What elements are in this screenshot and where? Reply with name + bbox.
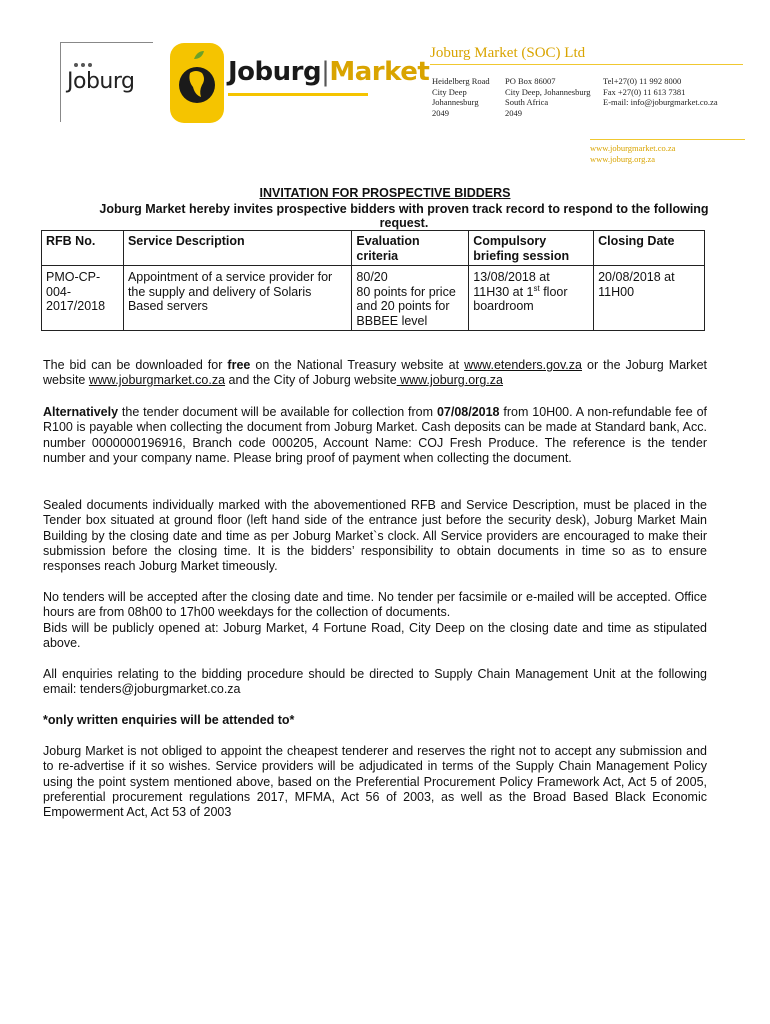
alternative-collection-paragraph: [43, 405, 707, 466]
no-late-tenders-block: [43, 590, 707, 651]
evaluation-points: 80 points for price and 20 points for BBBEE level: [356, 284, 456, 328]
website-link[interactable]: www.joburg.org.za: [590, 153, 655, 164]
alternative-text: from 10H00. A non-refundable fee of R100 is payable when collecting the document from Joburg Market. Cash deposits can be made at Standard bank, Acc. number 0000000196916, Branch code 000205, Account Name: COJ Fresh Produce. The reference is the tender number and your company name. Please bring proof of payment when collecting the document.: [43, 405, 707, 465]
company-name: Joburg Market (SOC) Ltd: [430, 45, 586, 61]
alternatively-emphasis: Alternatively: [43, 405, 119, 419]
header-closing-date: Closing Date: [594, 231, 705, 266]
download-text: on the National Treasury website at: [250, 358, 465, 372]
briefing-floor-text: floor: [539, 284, 568, 299]
websites-rule: [590, 139, 745, 140]
postal-address: [505, 76, 591, 118]
joburg-org-link[interactable]: www.joburg.org.za: [396, 373, 503, 388]
joburg-city-logo: [60, 42, 153, 122]
cell-evaluation-criteria: [352, 266, 469, 331]
cell-service-description: Appointment of a service provider for the supply and delivery of Solaris Based servers: [123, 266, 351, 331]
free-emphasis: free: [227, 358, 251, 372]
wordmark-underline: [228, 93, 368, 96]
bids-opened-text: Bids will be publicly opened at: Joburg Market, 4 Fortune Road, City Deep on the closing date and time as stipulated above.: [43, 620, 707, 650]
address-line: PO Box 86007: [505, 76, 556, 86]
address-line: 2049: [505, 107, 522, 118]
no-tenders-text: No tenders will be accepted after the closing date and time. No tender per facsimile or e-mailed will be accepted. Office hours are from 08h00 to 17h00 weekdays for the collection of documents.: [43, 590, 707, 620]
download-text: or the Joburg Market website: [43, 358, 707, 388]
address-line: 2049: [432, 107, 449, 118]
download-paragraph: [43, 358, 707, 389]
evaluation-ratio: 80/20: [356, 270, 388, 284]
cell-rfb-no: [42, 266, 124, 331]
rfb-table: [41, 230, 705, 331]
header-service-description: Service Description: [123, 231, 351, 266]
logo-dots-icon: [73, 61, 93, 69]
address-line: South Africa: [505, 97, 549, 107]
joburg-market-logo: [170, 43, 430, 123]
market-badge-icon: [170, 43, 224, 123]
briefing-time-text: 11H30 at 1: [473, 284, 534, 299]
briefing-time: [473, 285, 589, 300]
document-heading: INVITATION FOR PROSPECTIVE BIDDERS: [259, 186, 511, 200]
address-line: City Deep: [432, 86, 467, 97]
joburgmarket-link[interactable]: www.joburgmarket.co.za: [88, 373, 226, 388]
briefing-venue: boardroom: [473, 299, 534, 313]
address-line: City Deep, Johannesburg: [505, 86, 591, 97]
physical-address: [432, 76, 490, 118]
rfb-no-part: PMO-CP-: [46, 270, 101, 284]
market-wordmark: [228, 57, 429, 87]
wordmark-separator: |: [321, 57, 330, 87]
header-evaluation-criteria: Evaluation criteria: [352, 231, 469, 266]
download-text: The bid can be downloaded for: [43, 358, 228, 372]
address-line: Johannesburg: [432, 97, 479, 107]
cell-closing-date: 20/08/2018 at 11H00: [594, 266, 705, 331]
contact-line[interactable]: E-mail: info@joburgmarket.co.za: [603, 97, 718, 107]
contact-details: [603, 76, 718, 108]
header-briefing-session: Compulsory briefing session: [469, 231, 594, 266]
wordmark-joburg: Joburg: [228, 57, 322, 87]
alternative-text: the tender document will be available for collection from: [118, 405, 437, 419]
obligation-paragraph: Joburg Market is not obliged to appoint the cheapest tenderer and reserves the right not to accept any submission and to re-advertise if it so wishes. Service providers will be adjudicated in terms of the Supply Chain Management Policy using the point system mentioned above, based on the Preferential Procurement Policy Framework Act, Act 5 of 2005, preferential procurement regulations 2017, MFMA, Act 56 of 2003, as well as the Broad Based Black Economic Empowerment Act, Act 53 of 2003: [43, 744, 707, 820]
joburg-logo-text: Joburg: [67, 69, 135, 94]
collection-date: 07/08/2018: [436, 405, 500, 419]
intro-statement: Joburg Market hereby invites prospective bidders with proven track record to respond to the following request.: [99, 202, 709, 230]
rfb-no-part: 004-: [46, 284, 72, 299]
briefing-date: 13/08/2018 at: [473, 270, 550, 284]
contact-line: Fax +27(0) 11 613 7381: [603, 86, 686, 97]
download-text: and the City of Joburg website: [225, 373, 397, 388]
written-enquiries-note: *only written enquiries will be attended to*: [43, 713, 295, 727]
enquiries-paragraph: All enquiries relating to the bidding procedure should be directed to Supply Chain Management Unit at the following email: tenders@joburgmarket.co.za: [43, 667, 707, 697]
briefing-ordinal: st: [533, 283, 540, 293]
wordmark-market: Market: [329, 57, 430, 87]
table-row: [42, 266, 705, 331]
sealed-documents-paragraph: Sealed documents individually marked with the abovementioned RFB and Service Description, must be placed in the Tender box situated at ground floor (left hand side of the entrance just before the security desk), Joburg Market Main Building by the closing date and time as per Joburg Market`s clock. All Service providers are encouraged to make their submission before the closing time. It is the bidders’ responsibility to obtain documents in time so as to ensure responses reach Joburg Market timeously.: [43, 498, 707, 574]
etenders-link[interactable]: www.etenders.gov.za: [464, 358, 582, 372]
contact-line: Tel+27(0) 11 992 8000: [603, 76, 682, 86]
website-link[interactable]: www.joburgmarket.co.za: [590, 143, 676, 153]
address-line: Heidelberg Road: [432, 76, 490, 86]
cell-briefing-session: [469, 266, 594, 331]
table-header-row: [42, 231, 705, 266]
header-rfb-no: RFB No.: [42, 231, 124, 266]
rfb-no-part: 2017/2018: [46, 299, 106, 313]
website-links: [590, 143, 675, 164]
header-rule: [430, 64, 743, 65]
